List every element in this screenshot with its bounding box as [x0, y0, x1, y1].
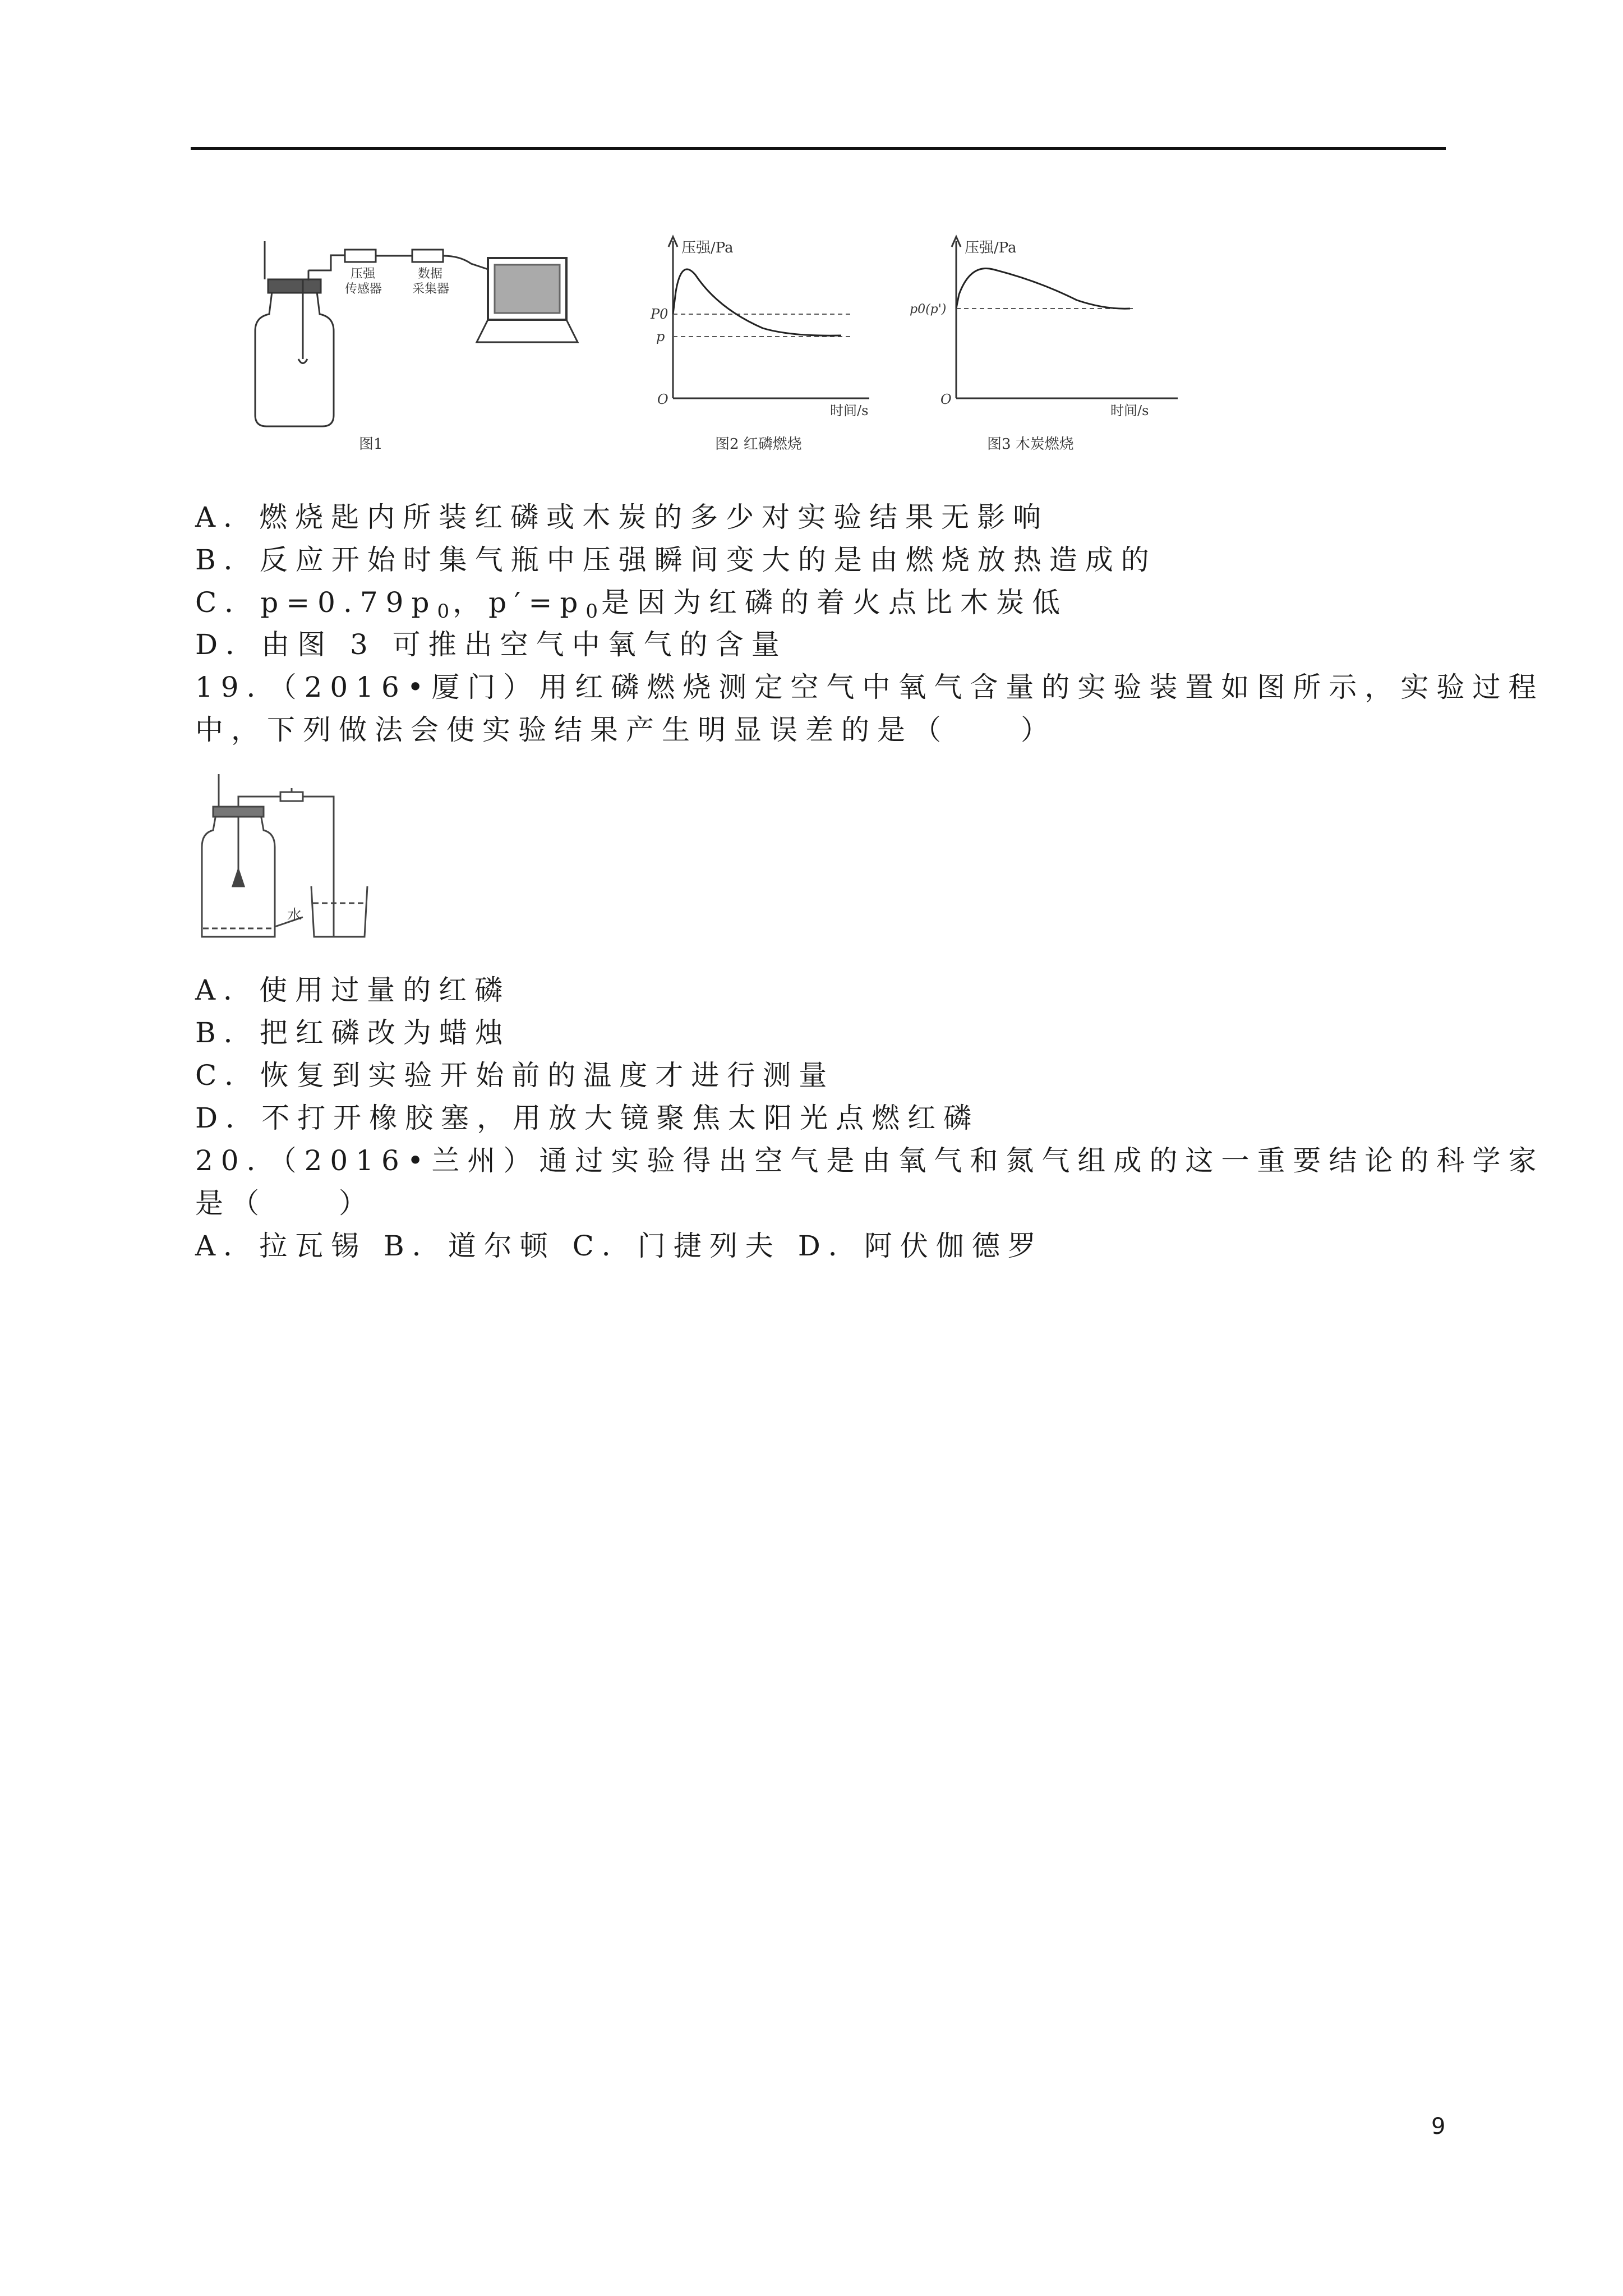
chart-charcoal [910, 237, 1178, 453]
chart3-origin: O [940, 392, 952, 407]
q19-stem-line1: 19．（2016•厦门）用红磷燃烧测定空气中氧气含量的实验装置如图所示，实验过程 [195, 671, 1544, 703]
chart3-caption: 图3 木炭燃烧 [987, 436, 1074, 453]
collector-label-1: 数据 [418, 267, 443, 281]
chart2-p0-label: P0 [651, 306, 668, 322]
q20-options: A．拉瓦锡 B．道尔顿 C．门捷列夫 D．阿伏伽德罗 [195, 1230, 1044, 1262]
q18-option-b: B．反应开始时集气瓶中压强瞬间变大的是由燃烧放热造成的 [195, 544, 1157, 576]
q18-option-c-part2: ，p′=p [453, 586, 586, 619]
q18-option-c-sub2: 0 [585, 600, 602, 623]
chart2-caption: 图2 红磷燃烧 [715, 436, 802, 453]
figure-q18 [224, 224, 1189, 460]
page-number: 9 [1431, 2114, 1446, 2139]
chart3-y-label: 压强/Pa [965, 240, 1017, 256]
chart-red-phosphorus [650, 237, 869, 453]
collector-label-2: 采集器 [412, 282, 450, 296]
chart2-y-label: 压强/Pa [681, 240, 734, 256]
q18-option-c-part1: C．p=0.79p [195, 586, 437, 619]
q20-stem-line2: 是（ ） [195, 1187, 375, 1220]
chart3-p0-label: p0(p') [910, 302, 947, 316]
chart3-x-label: 时间/s [1110, 403, 1149, 418]
q19-option-c: C．恢复到实验开始前的温度才进行测量 [195, 1059, 835, 1092]
q18-option-a: A．燃烧匙内所装红磷或木炭的多少对实验结果无影响 [195, 501, 1049, 533]
chart2-p-label: p [656, 329, 665, 344]
sensor-label-1: 压强 [351, 267, 376, 281]
chart3-pressure-curve [956, 268, 1130, 309]
header-rule [191, 147, 1446, 150]
chart2-origin: O [657, 392, 668, 407]
q18-option-c-part3: 是因为红磷的着火点比木炭低 [601, 586, 1068, 619]
q18-option-d: D．由图 3 可推出空气中氧气的含量 [195, 628, 787, 661]
q20-stem-line1: 20．（2016•兰州）通过实验得出空气是由氧气和氮气组成的这一重要结论的科学家 [195, 1144, 1544, 1177]
q18-option-c [195, 588, 1068, 621]
q19-stem-line2: 中，下列做法会使实验结果产生明显误差的是（ ） [195, 714, 1057, 746]
figure-q19 [191, 769, 393, 948]
q19-option-a: A．使用过量的红磷 [195, 974, 511, 1006]
fig1-caption: 图1 [359, 436, 383, 453]
sensor-label-2: 传感器 [345, 282, 382, 296]
chart2-pressure-curve [673, 269, 841, 335]
chart2-x-label: 时间/s [830, 403, 869, 418]
q19-option-b: B．把红磷改为蜡烛 [195, 1016, 511, 1049]
q19-option-d: D．不打开橡胶塞，用放大镜聚焦太阳光点燃红磷 [195, 1102, 980, 1134]
water-label: 水 [287, 907, 302, 924]
apparatus-diagram [255, 241, 578, 426]
q18-option-c-sub1: 0 [437, 600, 453, 623]
